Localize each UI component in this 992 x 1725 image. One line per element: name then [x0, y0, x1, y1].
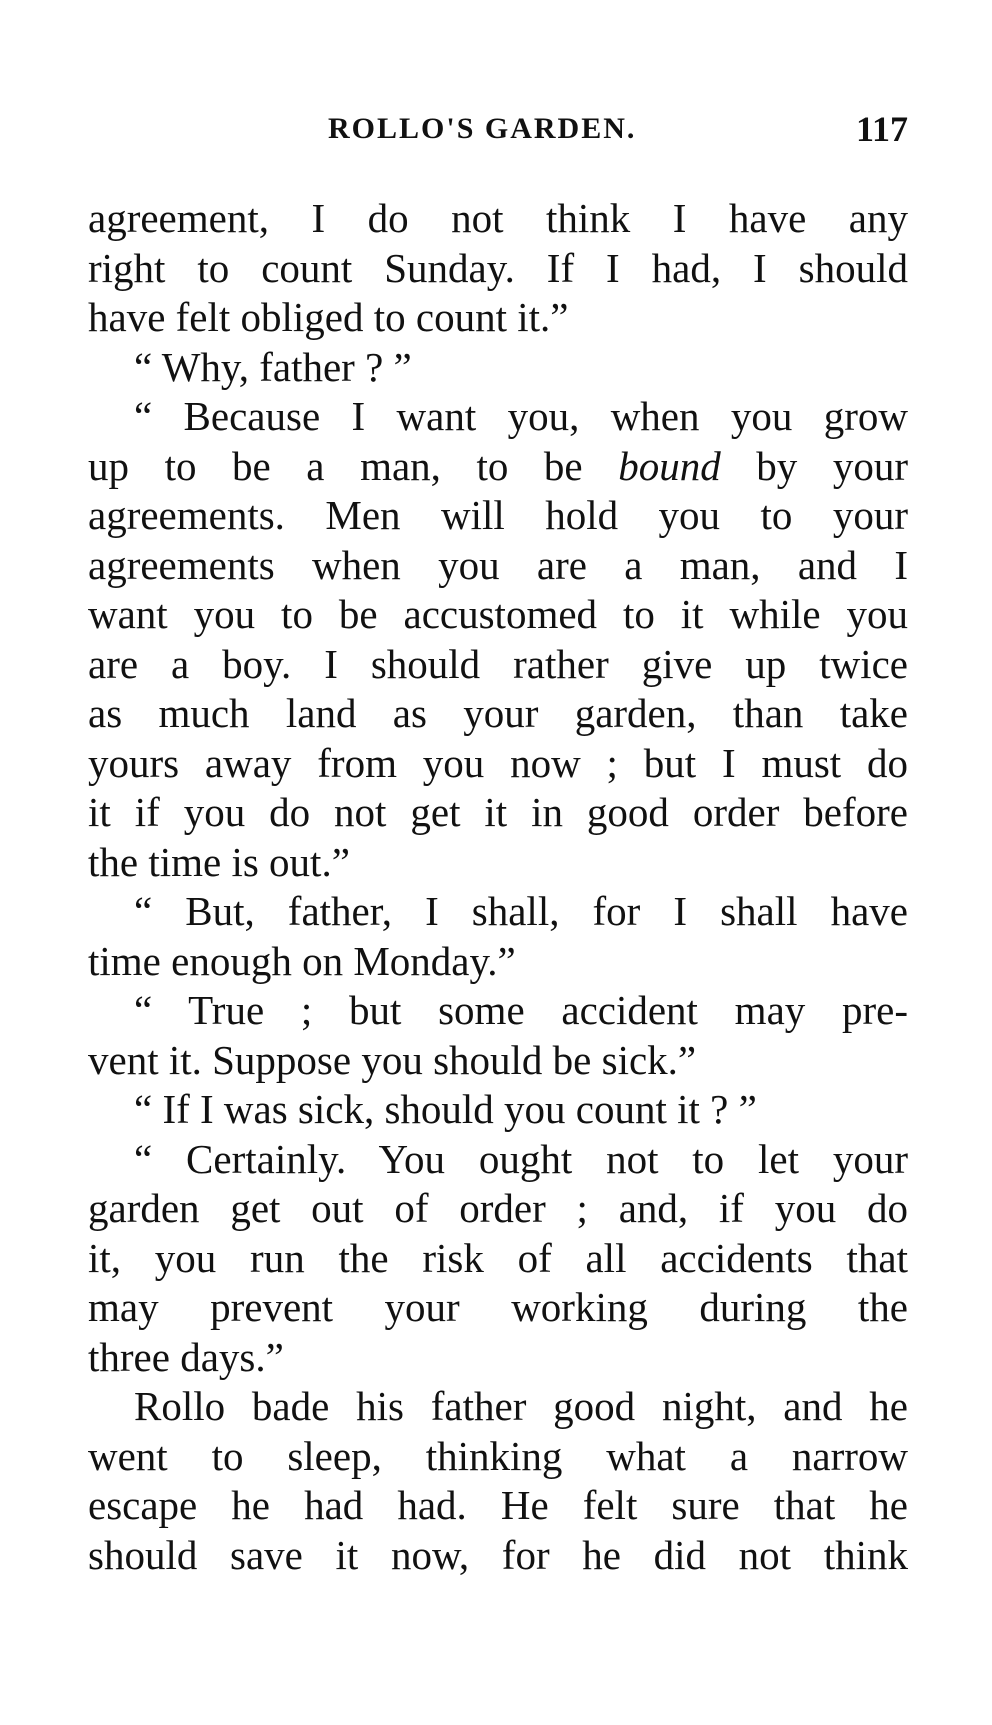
- text-line: “ But, father, I shall, for I shall have: [134, 888, 908, 934]
- text-line: three days.”: [88, 1333, 284, 1380]
- text-line: are a boy. I should rather give up twice: [88, 640, 908, 687]
- text-line: “ True ; but some accident may pre-: [134, 987, 908, 1033]
- text-line: agreements. Men will hold you to your: [88, 492, 908, 538]
- running-head: [88, 109, 908, 156]
- text-line: “ Because I want you, when you grow: [134, 393, 908, 439]
- text-fragment: up to be a man, to be: [88, 442, 619, 489]
- text-line: as much land as your garden, than take: [88, 690, 908, 736]
- text-line: have felt obliged to count it.”: [88, 294, 569, 340]
- text-line: it, you run the risk of all accidents that: [88, 1234, 908, 1281]
- text-line: right to count Sunday. If I had, I should: [88, 244, 908, 291]
- text-line: time enough on Monday.”: [88, 937, 516, 984]
- text-line: agreement, I do not think I have any: [88, 195, 908, 241]
- text-line: agreements when you are a man, and I: [88, 541, 908, 588]
- body-text: [88, 194, 908, 1580]
- text-line: “ Why, father ? ”: [134, 343, 412, 390]
- text-line: it if you do not get it in good order before: [88, 789, 908, 835]
- text-line: garden get out of order ; and, if you do: [88, 1185, 908, 1231]
- page-number: 117: [855, 109, 908, 149]
- text-line: want you to be accustomed to it while you: [88, 591, 908, 637]
- running-title: ROLLO'S GARDEN.: [328, 112, 637, 145]
- text-line: [88, 442, 908, 492]
- emphasized-word: bound: [618, 442, 721, 489]
- text-line: Rollo bade his father good night, and he: [134, 1383, 908, 1429]
- text-line: the time is out.”: [88, 838, 350, 885]
- text-line: “ If I was sick, should you count it ? ”: [134, 1086, 757, 1132]
- text-line: yours away from you now ; but I must do: [88, 739, 908, 786]
- text-line: should save it now, for he did not think: [88, 1531, 908, 1578]
- text-line: may prevent your working during the: [88, 1284, 908, 1330]
- text-line: “ Certainly. You ought not to let your: [134, 1135, 908, 1182]
- text-fragment: by your: [720, 442, 908, 489]
- text-line: escape he had had. He felt sure that he: [88, 1482, 908, 1528]
- text-line: vent it. Suppose you should be sick.”: [88, 1036, 697, 1083]
- text-line: went to sleep, thinking what a narrow: [88, 1432, 908, 1479]
